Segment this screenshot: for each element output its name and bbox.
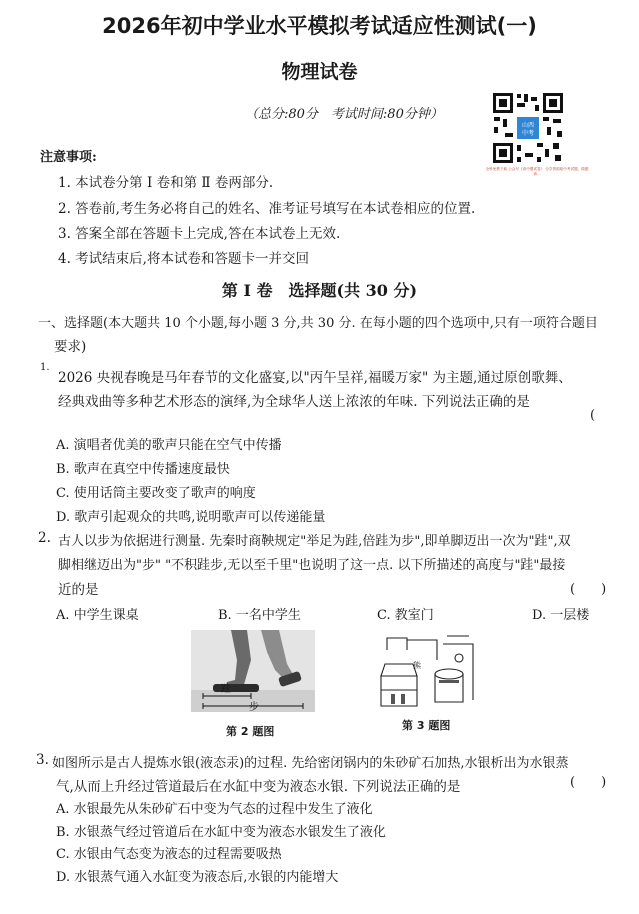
figure-3-image [377, 630, 475, 712]
figure-2-caption: 第 2 题图 [226, 725, 275, 738]
option-c[interactable]: C. 使用话筒主要改变了歌声的响度 [56, 486, 256, 501]
option-d[interactable]: D. 水银蒸气通入水缸变为液态后,水银的内能增大 [56, 870, 339, 885]
answer-paren[interactable]: ( [590, 408, 596, 423]
qr-caption: 全科免费下载 公众号《高中僧试卷》 分享资源给中考试题，做题请… [485, 167, 589, 176]
question-text: 如图所示是古人提炼水银(液态汞)的过程. 先给密闭锅内的朱砂矿石加热,水银析出为水银蒸 [52, 756, 569, 771]
option-b[interactable]: B. 水银蒸气经过管道后在水缸中变为液态水银发生了液化 [56, 825, 386, 840]
question-text: 经典戏曲等多种艺术形态的演绎,为全球华人送上浓浓的年味. 下列说法正确的是 [58, 394, 530, 410]
option-a[interactable]: A. 中学生课桌 [56, 608, 139, 623]
exam-title: 2026年初中学业水平模拟考试适应性测试(一) [102, 14, 537, 38]
question-text: 2026 央视春晚是马年春节的文化盛宴,以"丙午呈祥,福暖万家" 为主题,通过原创歌舞、 [58, 370, 572, 386]
figure-2-image [191, 630, 315, 712]
option-d[interactable]: D. 一层楼 [532, 608, 590, 623]
question-number: 3. [36, 752, 49, 768]
question-text: 脚相继迈出为"步" "不积跬步,无以至千里"也说明了这一点. 以下所描述的高度与"跬"最接 [58, 558, 566, 573]
note-item: 1. 本试卷分第 Ⅰ 卷和第 Ⅱ 卷两部分. [58, 175, 274, 191]
option-d[interactable]: D. 歌声引起观众的共鸣,说明歌声可以传递能量 [56, 510, 326, 525]
section-instruction: 一、选择题(本大题共 10 个小题,每小题 3 分,共 30 分. 在每小题的四个选项中,只有一项符合题目 [38, 316, 598, 331]
note-item: 3. 答案全部在答题卡上完成,答在本试卷上无效. [58, 226, 341, 242]
figure-3-label: 熊 [413, 661, 421, 670]
option-b[interactable]: B. 一名中学生 [218, 608, 301, 623]
answer-paren[interactable]: ( ) [570, 582, 607, 597]
section-heading: 第 Ⅰ 卷 选择题(共 30 分) [221, 281, 418, 300]
note-item: 2. 答卷前,考生务必将自己的姓名、准考证号填写在本试卷相应的位置. [58, 201, 476, 217]
option-c[interactable]: C. 教室门 [377, 608, 434, 623]
option-a[interactable]: A. 水银最先从朱砂矿石中变为气态的过程中发生了液化 [56, 802, 373, 817]
note-item: 4. 考试结束后,将本试卷和答题卡一并交回 [58, 251, 309, 267]
answer-paren[interactable]: ( ) [570, 775, 607, 790]
option-b[interactable]: B. 歌声在真空中传播速度最快 [56, 462, 230, 477]
question-number: 1. [40, 362, 50, 373]
option-c[interactable]: C. 水银由气态变为液态的过程需要吸热 [56, 847, 282, 862]
figure-2-label-bu: 步 [249, 702, 259, 713]
notes-heading: 注意事项: [40, 150, 97, 165]
question-text: 古人以步为依据进行测量. 先秦时商鞅规定"举足为跬,倍跬为步",即单脚迈出一次为"跬",双 [58, 534, 571, 549]
exam-subject: 物理试卷 [281, 61, 358, 83]
option-a[interactable]: A. 演唱者优美的歌声只能在空气中传播 [56, 438, 282, 453]
question-number: 2. [38, 530, 51, 546]
section-instruction-cont: 要求) [54, 339, 87, 355]
question-text: 近的是 [58, 582, 99, 598]
svg-text:中考: 中考 [521, 130, 535, 137]
exam-meta: （总分:80分 考试时间:80分钟） [245, 107, 443, 122]
figure-2-label-kui: 跬 [221, 684, 231, 695]
question-text: 气,从而上升经过管道最后在水缸中变为液态水银. 下列说法正确的是 [56, 779, 461, 795]
svg-text:山西: 山西 [521, 122, 535, 129]
qr-code-icon[interactable] [491, 91, 565, 165]
figure-3-caption: 第 3 题图 [402, 719, 451, 732]
